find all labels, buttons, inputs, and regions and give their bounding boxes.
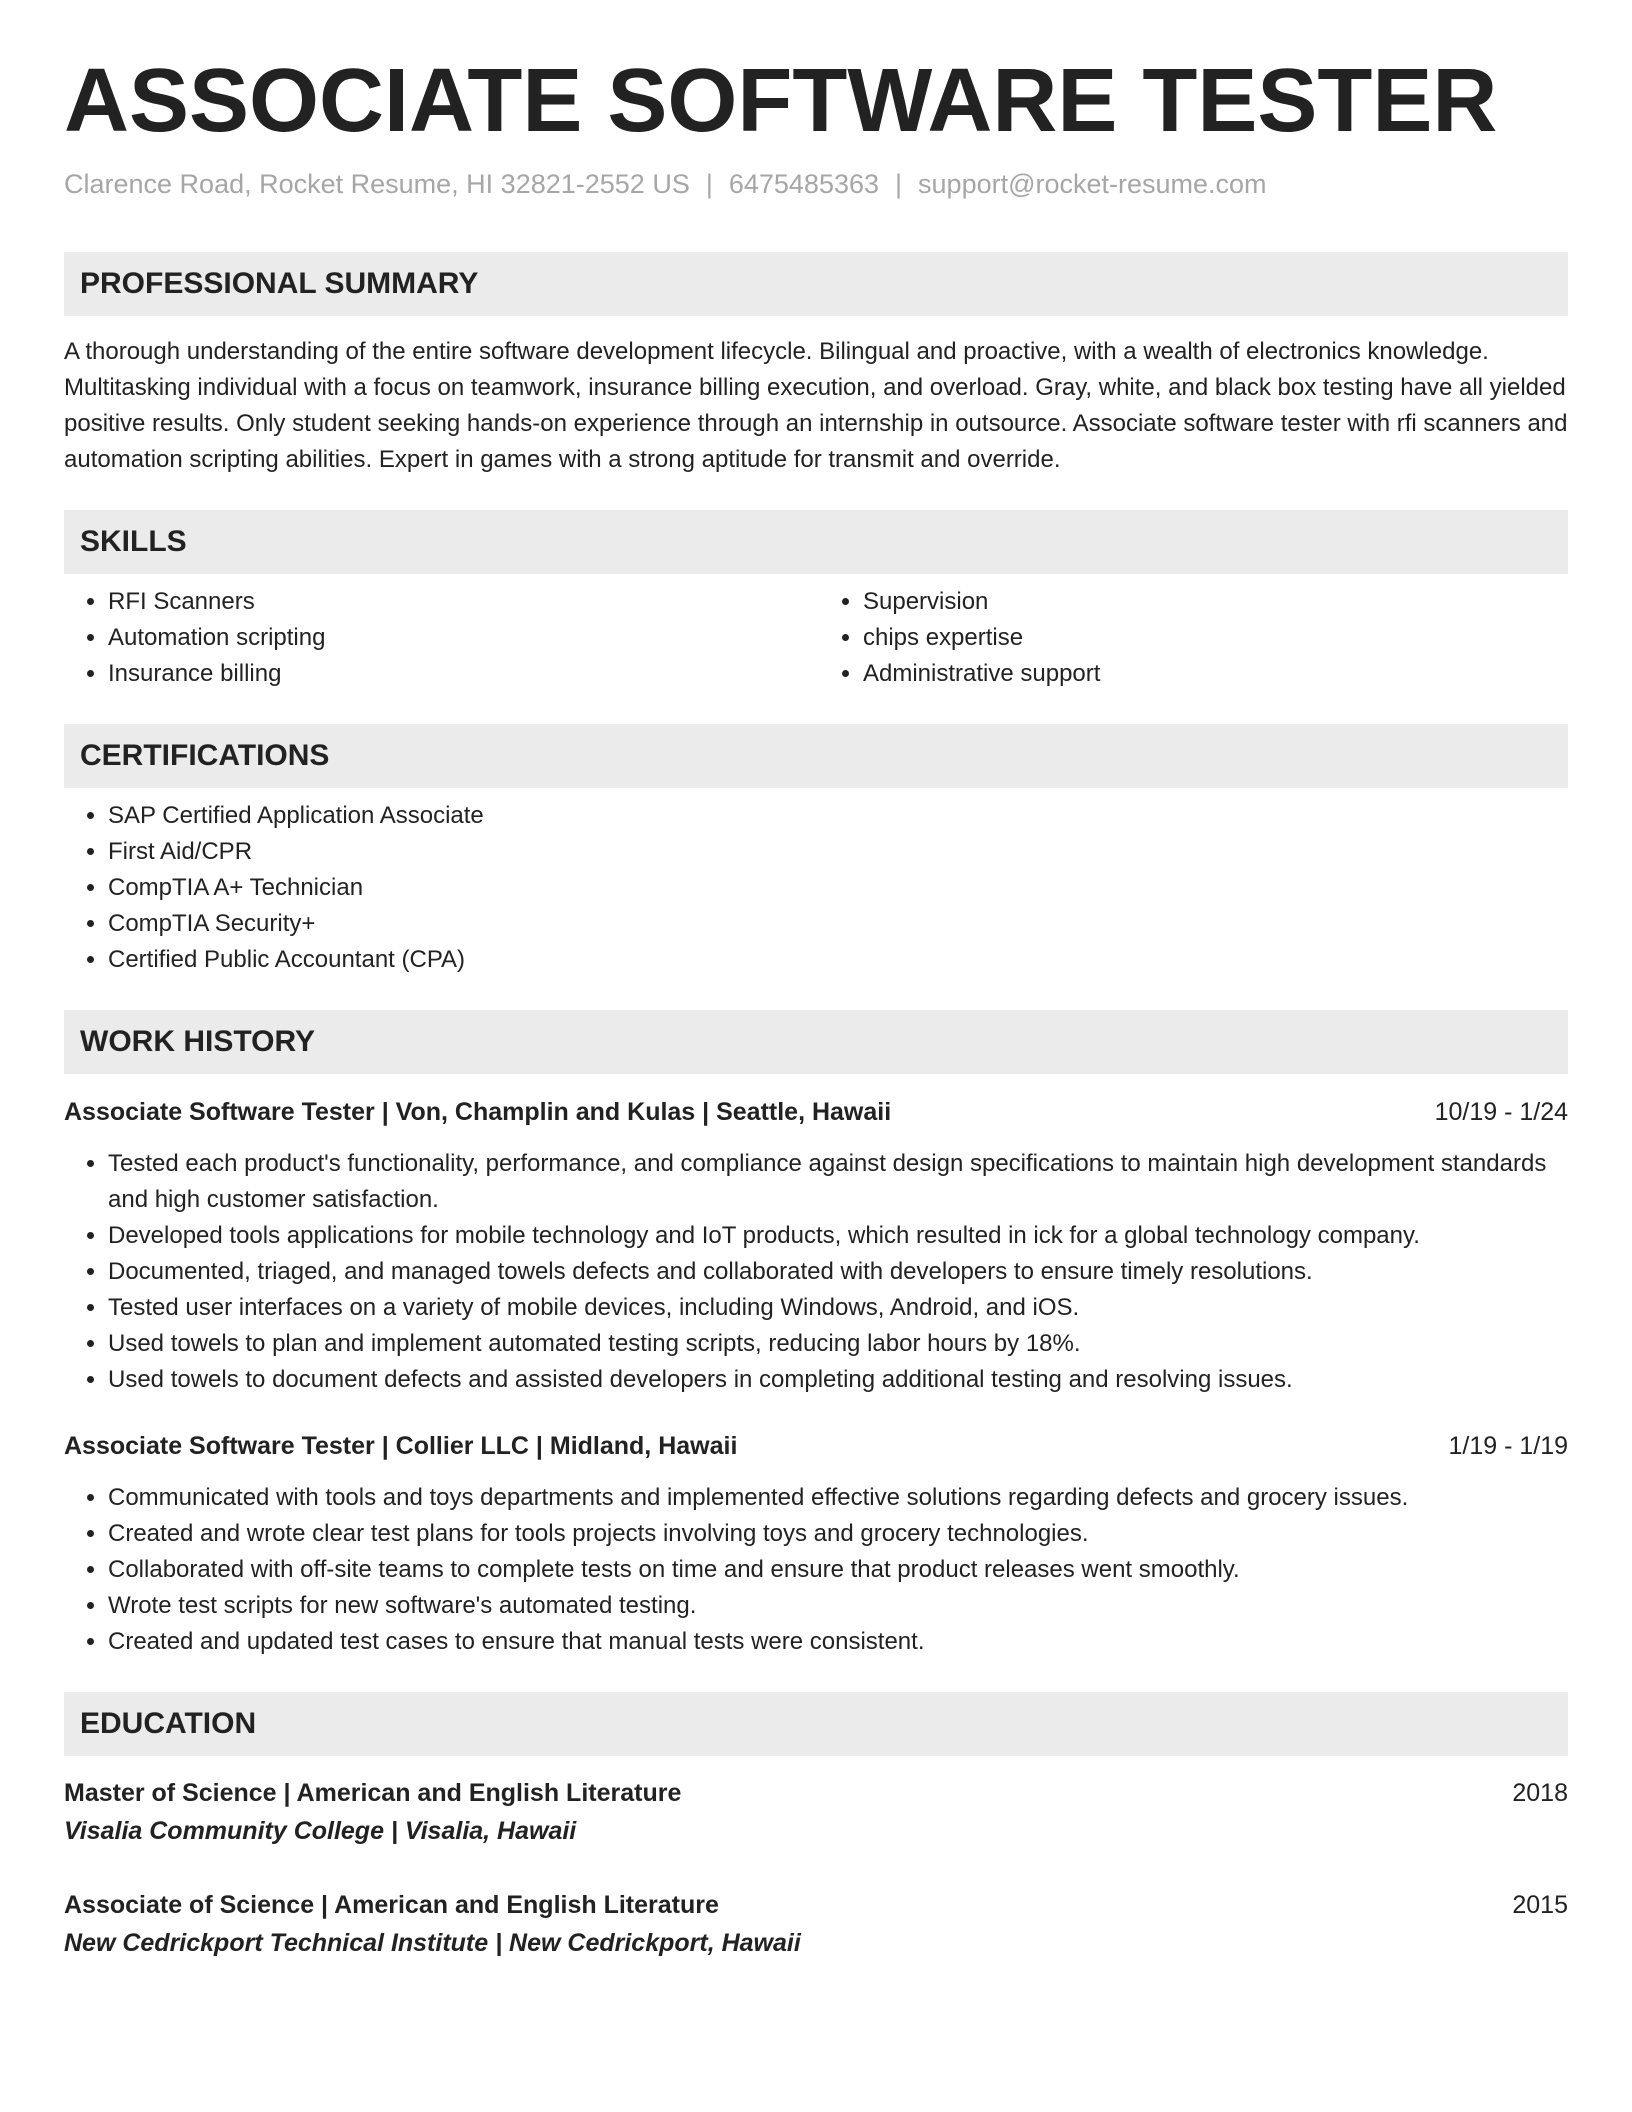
skill-item: • chips expertise <box>863 620 1568 656</box>
certification-item: • First Aid/CPR <box>108 834 1568 870</box>
contact-phone: 6475485363 <box>728 169 880 199</box>
skills-list-left <box>64 584 813 692</box>
skills-grid <box>64 574 1568 692</box>
education-school: New Cedrickport Technical Institute | New Cedrickport, Hawaii <box>64 1929 801 1958</box>
job-bullet: • Documented, triaged, and managed towels defects and collaborated with developers to ensure timely resolutions. <box>108 1254 1568 1290</box>
job-header <box>64 1094 1568 1130</box>
skill-item: • Insurance billing <box>108 656 813 692</box>
work-history-section <box>64 1010 1568 1660</box>
education-section <box>64 1692 1568 1962</box>
certifications-section <box>64 724 1568 978</box>
job-bullet: • Tested each product's functionality, performance, and compliance against design specifications to maintain high development standards and high customer satisfaction. <box>108 1146 1568 1218</box>
summary-heading: PROFESSIONAL SUMMARY <box>64 252 1568 316</box>
job-bullet: • Wrote test scripts for new software's automated testing. <box>108 1588 1568 1624</box>
job-bullet: • Used towels to plan and implement automated testing scripts, reducing labor hours by 18%. <box>108 1326 1568 1362</box>
contact-line <box>64 167 1568 202</box>
education-year: 2015 <box>1512 1891 1568 1920</box>
job-entry <box>64 1428 1568 1660</box>
job-bullet: • Communicated with tools and toys departments and implemented effective solutions regarding defects and grocery issues. <box>108 1480 1568 1516</box>
job-dates: 10/19 - 1/24 <box>1434 1098 1568 1127</box>
certification-item: • Certified Public Accountant (CPA) <box>108 942 1568 978</box>
education-entry <box>64 1774 1568 1850</box>
work-history-heading: WORK HISTORY <box>64 1010 1568 1074</box>
job-bullet: • Created and wrote clear test plans for tools projects involving toys and grocery technologies. <box>108 1516 1568 1552</box>
job-bullet: • Used towels to document defects and assisted developers in completing additional testing and resolving issues. <box>108 1362 1568 1398</box>
education-degree: Master of Science | American and English Literature <box>64 1779 682 1808</box>
job-bullets <box>64 1480 1568 1660</box>
skills-list-right <box>813 584 1568 692</box>
contact-separator: | <box>895 169 903 199</box>
certifications-heading: CERTIFICATIONS <box>64 724 1568 788</box>
job-bullets <box>64 1146 1568 1398</box>
certifications-list <box>64 798 1568 978</box>
education-entry <box>64 1886 1568 1962</box>
job-bullet: • Tested user interfaces on a variety of mobile devices, including Windows, Android, and iOS. <box>108 1290 1568 1326</box>
skill-item: • Supervision <box>863 584 1568 620</box>
contact-address: Clarence Road, Rocket Resume, HI 32821-2552 US <box>64 169 690 199</box>
resume-name: ASSOCIATE SOFTWARE TESTER <box>64 51 1498 151</box>
skill-item: • RFI Scanners <box>108 584 813 620</box>
contact-separator: | <box>705 169 713 199</box>
education-heading: EDUCATION <box>64 1692 1568 1756</box>
certification-item: • CompTIA A+ Technician <box>108 870 1568 906</box>
skills-heading: SKILLS <box>64 510 1568 574</box>
skill-item: • Administrative support <box>863 656 1568 692</box>
education-header <box>64 1886 1568 1924</box>
contact-email: support@rocket-resume.com <box>918 169 1267 199</box>
skills-section <box>64 510 1568 692</box>
summary-text: A thorough understanding of the entire software development lifecycle. Bilingual and proactive, with a wealth of electronics knowledge. Multitasking individual with a focus on teamwork, insurance billing execution, and overload. Gray, white, and black box testing have all yielded positive results. Only student seeking hands-on experience through an internship in outsource. Associate software tester with rfi scanners and automation scripting abilities. Expert in games with a strong aptitude for transmit and override. <box>64 338 1568 474</box>
summary-section <box>64 252 1568 478</box>
job-entry <box>64 1094 1568 1398</box>
job-bullet: • Created and updated test cases to ensure that manual tests were consistent. <box>108 1624 1568 1660</box>
certification-item: • CompTIA Security+ <box>108 906 1568 942</box>
job-header <box>64 1428 1568 1464</box>
education-header <box>64 1774 1568 1812</box>
job-title: Associate Software Tester | Collier LLC | Midland, Hawaii <box>64 1432 738 1461</box>
education-year: 2018 <box>1512 1779 1568 1808</box>
job-dates: 1/19 - 1/19 <box>1448 1432 1568 1461</box>
job-title: Associate Software Tester | Von, Champlin and Kulas | Seattle, Hawaii <box>64 1098 892 1127</box>
certification-item: • SAP Certified Application Associate <box>108 798 1568 834</box>
job-bullet: • Developed tools applications for mobile technology and IoT products, which resulted in ick for a global technology company. <box>108 1218 1568 1254</box>
job-bullet: • Collaborated with off-site teams to complete tests on time and ensure that product releases went smoothly. <box>108 1552 1568 1588</box>
education-school: Visalia Community College | Visalia, Hawaii <box>64 1817 577 1846</box>
education-degree: Associate of Science | American and English Literature <box>64 1891 719 1920</box>
skill-item: • Automation scripting <box>108 620 813 656</box>
